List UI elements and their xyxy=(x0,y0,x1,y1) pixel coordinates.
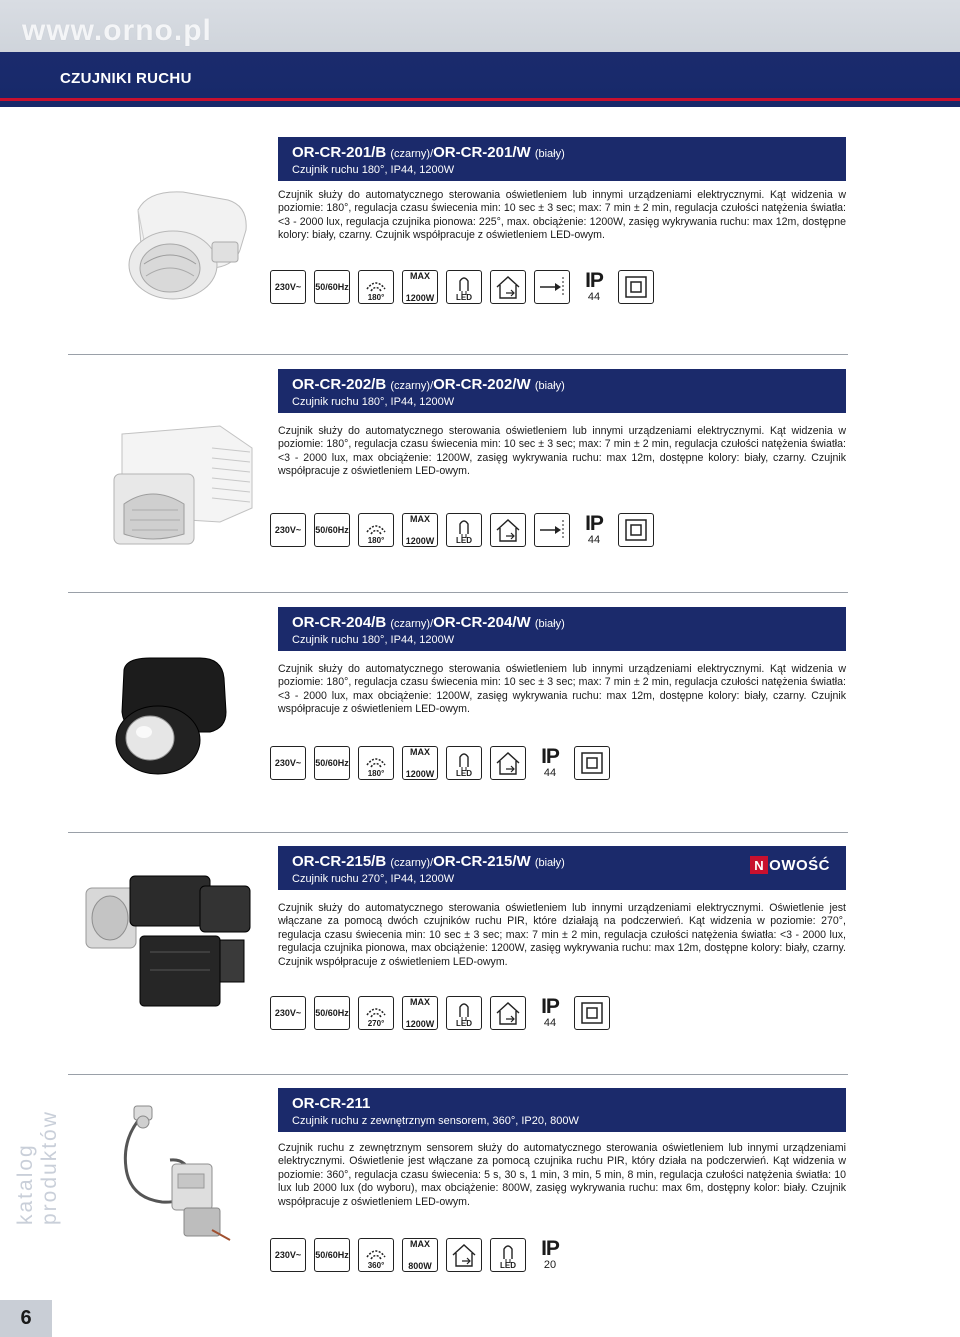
ip-rating-icon: IP 44 xyxy=(534,746,566,780)
max-power-icon: MAX 1200W xyxy=(402,513,438,547)
product-code-white: OR-CR-201/W xyxy=(433,144,531,161)
ip-rating-icon: IP 20 xyxy=(534,1238,566,1272)
spec-icons xyxy=(270,270,654,304)
product-title-bar xyxy=(278,607,846,651)
led-icon: LED xyxy=(490,1238,526,1272)
angle-icon: 270° xyxy=(358,996,394,1030)
voltage-icon: 230V~ xyxy=(270,746,306,780)
product-code-black: OR-CR-202/B xyxy=(292,376,387,393)
voltage-icon: 230V~ xyxy=(270,1238,306,1272)
house-icon xyxy=(490,996,526,1030)
product-code-black: OR-CR-201/B xyxy=(292,144,387,161)
max-power-icon: MAX 1200W xyxy=(402,270,438,304)
color-note: (czarny)/ xyxy=(390,857,434,869)
ip-rating-icon: IP 44 xyxy=(578,270,610,304)
house-icon xyxy=(446,1238,482,1272)
spec-icons xyxy=(270,746,610,780)
product-title-bar xyxy=(278,1088,846,1132)
product-subtitle: Czujnik ruchu 180°, IP44, 1200W xyxy=(292,634,455,646)
frequency-icon: 50/60Hz xyxy=(314,996,350,1030)
product-title-bar xyxy=(278,137,846,181)
product-code-white: OR-CR-202/W xyxy=(433,376,531,393)
color-note: (czarny)/ xyxy=(390,148,434,160)
product-photo-or-cr-202 xyxy=(112,412,262,553)
frequency-icon: 50/60Hz xyxy=(314,270,350,304)
arrow-range-icon xyxy=(534,270,570,304)
color-note: (czarny)/ xyxy=(390,618,434,630)
color-note: (biały) xyxy=(534,857,565,869)
page-number: 6 xyxy=(0,1300,52,1337)
house-icon xyxy=(490,746,526,780)
product-code-white: OR-CR-215/W xyxy=(433,853,531,870)
angle-icon: 180° xyxy=(358,746,394,780)
product-subtitle: Czujnik ruchu 180°, IP44, 1200W xyxy=(292,164,455,176)
product-code-white: OR-CR-204/W xyxy=(433,614,531,631)
voltage-icon: 230V~ xyxy=(270,270,306,304)
product-photo-or-cr-211 xyxy=(112,1098,252,1253)
product-title-bar xyxy=(278,846,846,890)
product-code: OR-CR-211 xyxy=(292,1095,371,1112)
spec-icons xyxy=(270,1238,566,1272)
double-insulation-icon xyxy=(574,746,610,780)
led-icon: LED xyxy=(446,513,482,547)
max-power-icon: MAX 1200W xyxy=(402,746,438,780)
max-power-icon: MAX 1200W xyxy=(402,996,438,1030)
led-icon: LED xyxy=(446,746,482,780)
product-subtitle: Czujnik ruchu 270°, IP44, 1200W xyxy=(292,873,455,885)
product-subtitle: Czujnik ruchu 180°, IP44, 1200W xyxy=(292,396,455,408)
product-photo-or-cr-215 xyxy=(80,866,260,1021)
product-description: Czujnik służy do automatycznego sterowania oświetleniem lub innymi urządzeniami elektrycznymi. Oświetlenie jest włączane za pomocą dwóch czujników ruchu PIR, które działają na podczerwień. Kąt widzenia w poziomie: 270°, regulacja czasu świecenia min: 10 sec ± 3 sec; max: 7 min ± 2 min, regulacja czułości natężenia światła: <3 - 2000 lux, regulacja czujnika pionowa, max obciążenie: 1200W, zasięg wykrywania ruchu: max 12m, dostępne kolory: biały, czarny. Czujnik współpracuje z oświetleniem LED-owym. xyxy=(278,902,846,968)
house-icon xyxy=(490,270,526,304)
double-insulation-icon xyxy=(618,513,654,547)
angle-icon: 180° xyxy=(358,513,394,547)
frequency-icon: 50/60Hz xyxy=(314,1238,350,1272)
angle-icon: 180° xyxy=(358,270,394,304)
ip-rating-icon: IP 44 xyxy=(578,513,610,547)
product-photo-or-cr-201 xyxy=(108,180,258,315)
color-note: (biały) xyxy=(534,380,565,392)
spec-icons xyxy=(270,513,654,547)
color-note: (czarny)/ xyxy=(390,380,434,392)
product-description: Czujnik służy do automatycznego sterowania oświetleniem lub innymi urządzeniami elektrycznymi. Kąt widzenia w poziomie: 180°, regulacja czasu świecenia min: 10 sec ± 3 sec; max: 7 min ± 2 min, regulacja czułości natężenia światła: <3 - 2000 lux, max obciążenie: 1200W, zasięg wykrywania ruchu: max 12m, dostępne kolory: biały, czarny. Czujnik współpracuje z oświetleniem LED-owym. xyxy=(278,663,846,716)
voltage-icon: 230V~ xyxy=(270,513,306,547)
led-icon: LED xyxy=(446,996,482,1030)
divider xyxy=(68,592,848,593)
product-description: Czujnik ruchu z zewnętrznym sensorem służy do automatycznego sterowania oświetleniem lub innymi urządzeniami elektrycznymi. Oświetlenie jest włączane za pomocą czujnika ruchu PIR, który działa na podczerwień. Kąt widzenia w poziomie: 360°, regulacja czasu świecenia: 5 s, 30 s, 1 min, 3 min, 5 min, 8 min, regulacja czułości natężenia światła: 10 lux lub 2000 lux (do wyboru), max obciążenie: 800W, zasięg wykrywania ruchu: max 6m, dostępny kolor: biały. Czujnik współpracuje z oświetleniem LED-owym. xyxy=(278,1142,846,1208)
product-photo-or-cr-204 xyxy=(110,652,240,782)
led-icon: LED xyxy=(446,270,482,304)
color-note: (biały) xyxy=(534,148,565,160)
house-icon xyxy=(490,513,526,547)
max-power-icon: MAX 800W xyxy=(402,1238,438,1272)
frequency-icon: 50/60Hz xyxy=(314,513,350,547)
site-url[interactable]: www.orno.pl xyxy=(22,14,212,47)
sidebar-label: katalog produktów xyxy=(14,1110,61,1225)
double-insulation-icon xyxy=(574,996,610,1030)
angle-icon: 360° xyxy=(358,1238,394,1272)
divider xyxy=(68,354,848,355)
double-insulation-icon xyxy=(618,270,654,304)
product-description: Czujnik służy do automatycznego sterowania oświetleniem lub innymi urządzeniami elektrycznymi. Kąt widzenia w poziomie: 180°, regulacja czasu świecenia min: 10 sec ± 3 sec; max: 7 min ± 2 min, regulacja czułości natężenia światła: <3 - 2000 lux, regulacja czujnika pionowa: 225°, max. obciążenie: 1200W, zasięg wykrywania ruchu: max 12m, dostępne kolory: biały, czarny. Czujnik współpracuje z oświetleniem LED-owym. xyxy=(278,189,846,242)
product-code-black: OR-CR-204/B xyxy=(292,614,387,631)
section-title: CZUJNIKI RUCHU xyxy=(60,70,192,87)
product-code-black: OR-CR-215/B xyxy=(292,853,387,870)
frequency-icon: 50/60Hz xyxy=(314,746,350,780)
voltage-icon: 230V~ xyxy=(270,996,306,1030)
product-description: Czujnik służy do automatycznego sterowania oświetleniem lub innymi urządzeniami elektrycznymi. Kąt widzenia w poziomie: 180°, regulacja czasu świecenia min: 10 sec ± 3 sec; max: 7 min ± 2 min, regulacja czułości natężenia światła: <3 - 2000 lux, max obciążenie: 1200W, zasięg wykrywania ruchu: max 12m, dostępne kolory: biały, czarny. Czujnik współpracuje z oświetleniem LED-owym. xyxy=(278,425,846,478)
ip-rating-icon: IP 44 xyxy=(534,996,566,1030)
spec-icons xyxy=(270,996,610,1030)
new-badge: N OWOŚĆ xyxy=(750,856,830,874)
product-subtitle: Czujnik ruchu z zewnętrznym sensorem, 360°, IP20, 800W xyxy=(292,1115,579,1127)
product-title-bar xyxy=(278,369,846,413)
divider xyxy=(68,832,848,833)
color-note: (biały) xyxy=(534,618,565,630)
divider xyxy=(68,1074,848,1075)
arrow-range-icon xyxy=(534,513,570,547)
